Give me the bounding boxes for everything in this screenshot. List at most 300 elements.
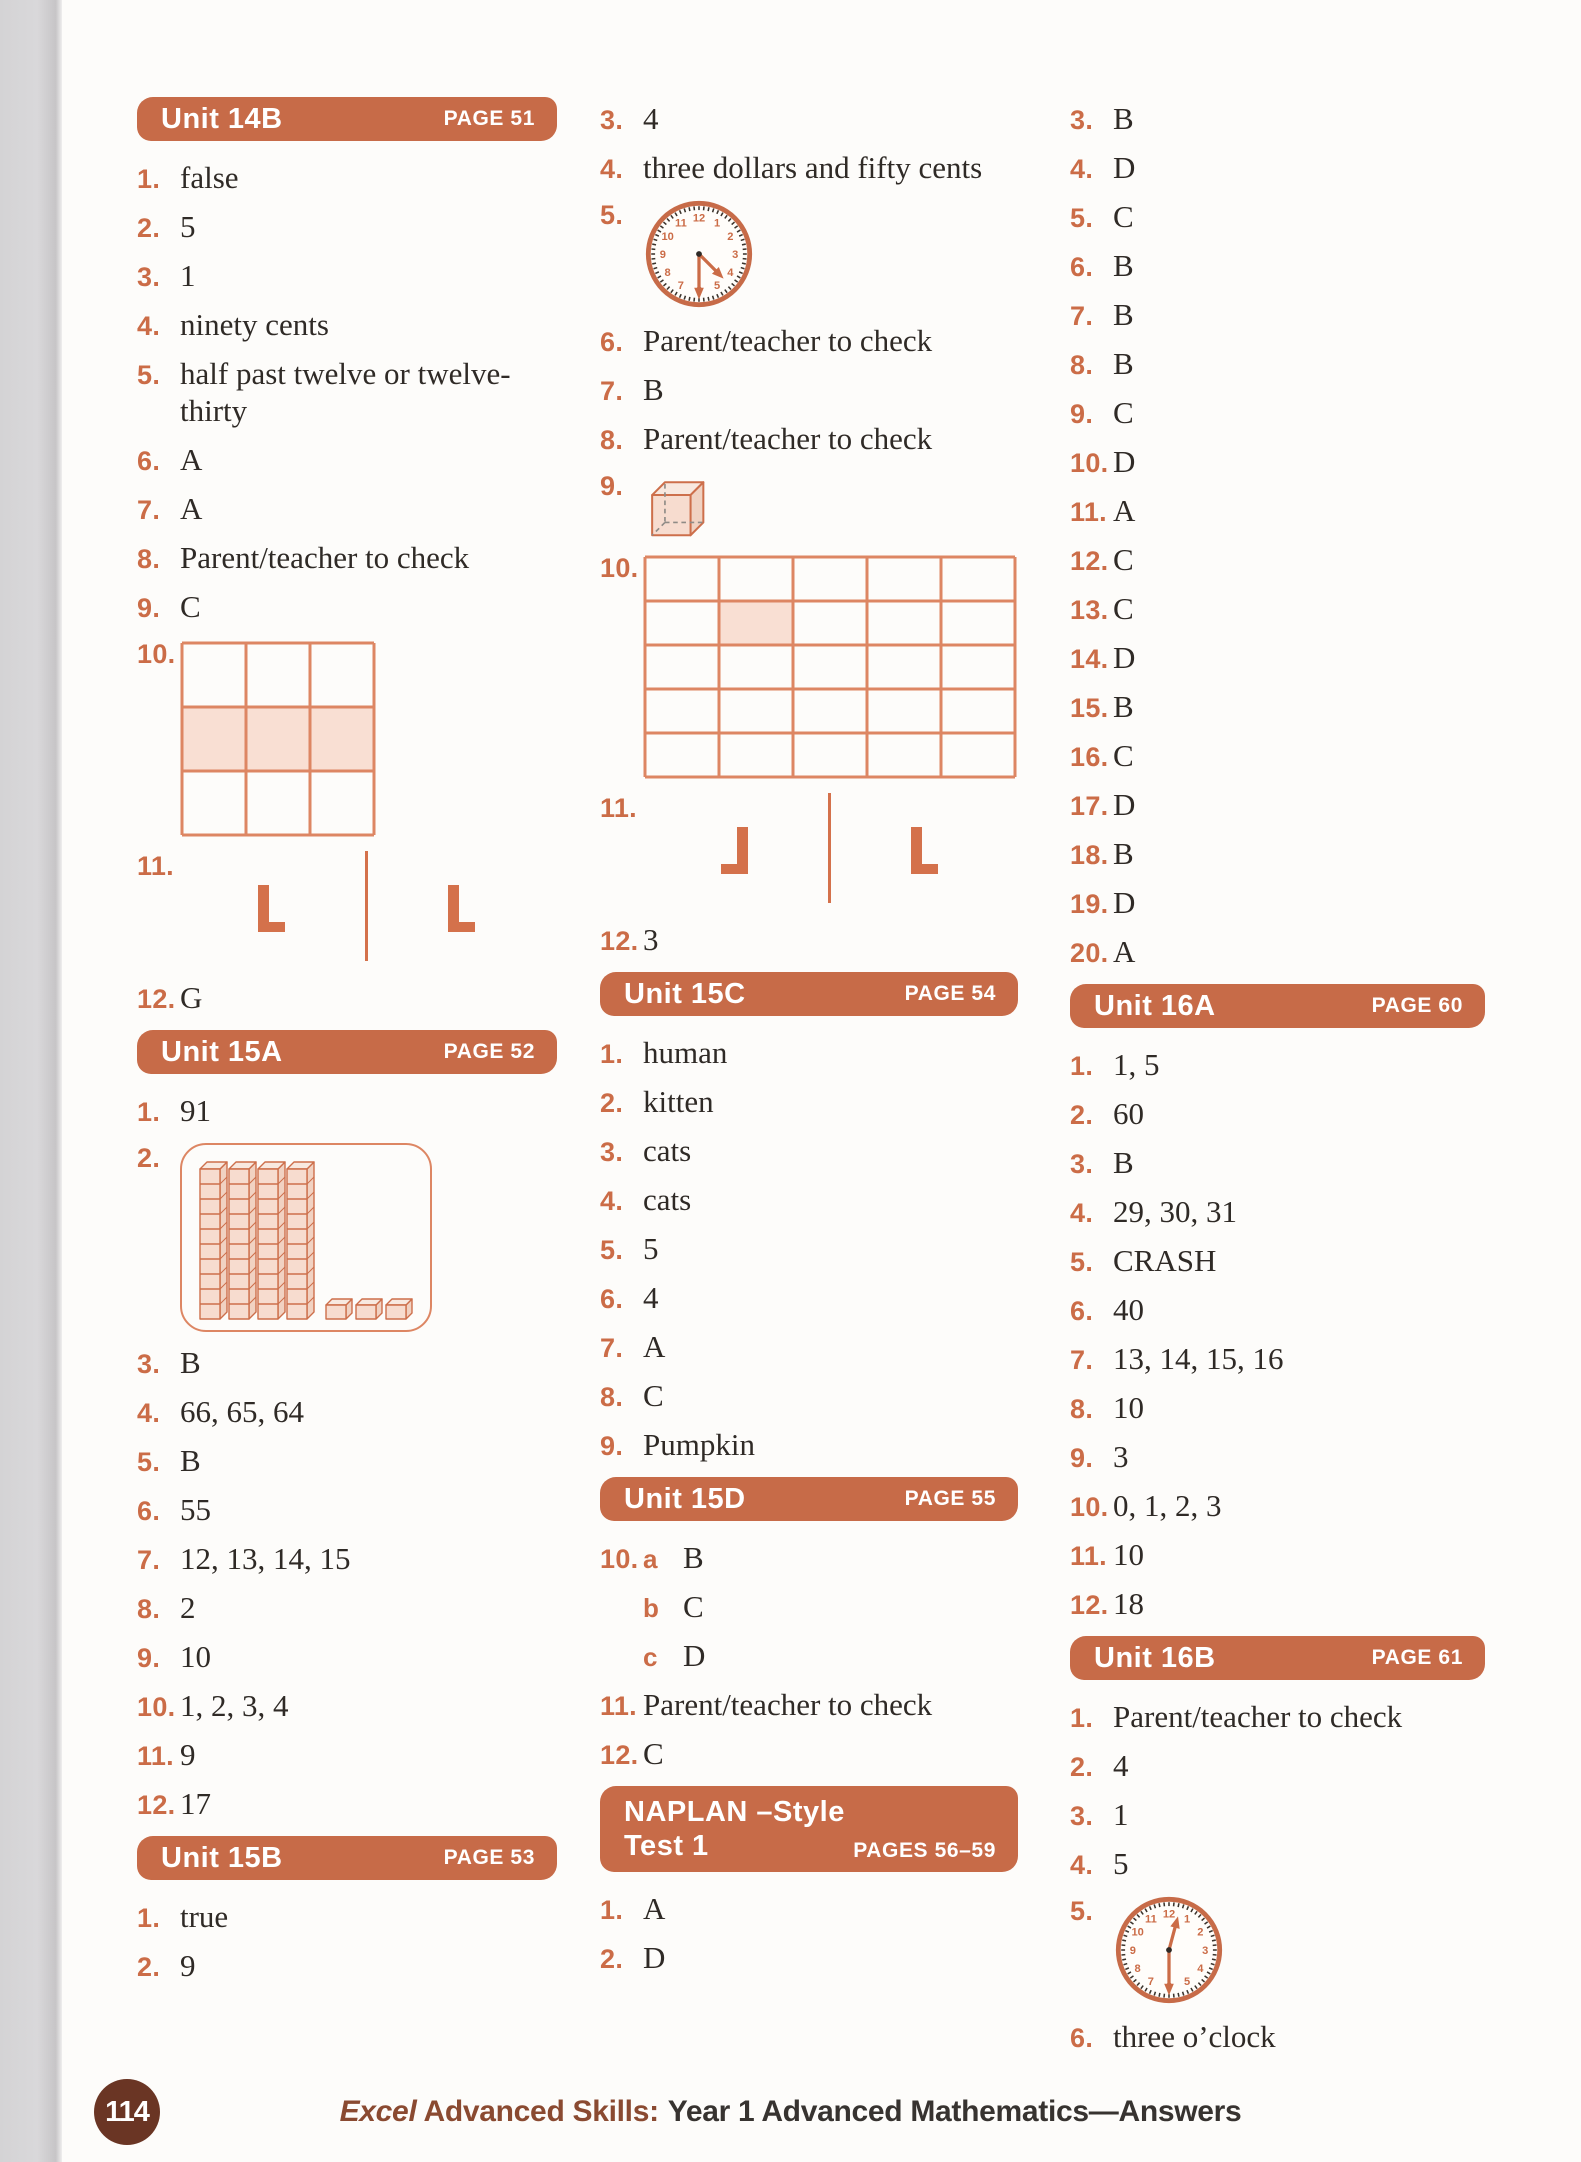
unit-header [137,1030,557,1074]
answer-item [600,1735,1018,1772]
item-number: 9. [600,1431,624,1461]
unit-header [1070,984,1485,1028]
item-number: 1. [600,1039,624,1069]
answer-text: C [643,1378,664,1413]
item-number: 12. [1070,1590,1109,1620]
unit-header-title [624,1482,746,1516]
unit-header-title [161,102,283,136]
answer-item [1070,1193,1485,1230]
answer-text: 10 [1113,1537,1144,1572]
answer-item [1070,1796,1485,1833]
answer-text: G [180,980,203,1015]
answer-text: 18 [1113,1586,1144,1621]
item-number: 4. [600,154,624,184]
item-number: 4. [600,1186,624,1216]
answer-text: 0, 1, 2, 3 [1113,1488,1222,1523]
l-shape [911,827,938,879]
svg-text:10: 10 [661,230,674,243]
item-number: 10. [137,1692,176,1722]
item-number: 7. [600,376,624,406]
answer-item [600,198,1018,310]
unit-title-line: NAPLAN –Style [624,1796,845,1828]
l-shape [448,885,475,932]
answer-text: half past twelve or twelve-thirty [180,356,511,428]
svg-text:9: 9 [659,248,666,261]
answer-item [1070,835,1485,872]
item-number: 6. [1070,2023,1094,2053]
item-number: 20. [1070,938,1109,968]
item-number: 14. [1070,644,1109,674]
answer-text: Parent/teacher to check [1113,1699,1403,1734]
answer-item [1070,1894,1485,2006]
answer-item [1070,590,1485,627]
answer-text: C [643,1736,664,1771]
item-number: 15. [1070,693,1109,723]
item-number: 9. [137,1643,161,1673]
svg-text:4: 4 [1197,1962,1204,1975]
answer-text: 1, 2, 3, 4 [180,1688,289,1723]
item-number: 1. [137,164,161,194]
item-number: 8. [600,425,624,455]
answer-text: A [1113,934,1136,969]
answer-item [600,420,1018,457]
item-number: 3. [137,1349,161,1379]
answer-text: cats [643,1182,692,1217]
answer-text: 3 [643,922,659,957]
svg-text:5: 5 [714,280,721,293]
answer-item [600,1588,1018,1625]
answer-text: cats [643,1133,692,1168]
answer-item [1070,737,1485,774]
answer-text: CRASH [1113,1243,1217,1278]
column-separator-dotted [1056,86,1059,2008]
answer-text: B [1113,297,1134,332]
item-number: 1. [1070,1703,1094,1733]
item-number: 1. [1070,1051,1094,1081]
item-number: 6. [1070,1296,1094,1326]
answer-text: human [643,1035,728,1070]
answer-item [600,100,1018,137]
cube-figure [643,473,707,539]
item-number: 11. [600,793,637,823]
answer-text: 40 [1113,1292,1144,1327]
answer-text: 2 [180,1590,196,1625]
answer-item [1070,884,1485,921]
svg-text:11: 11 [1145,1913,1157,1926]
item-number: 7. [1070,301,1094,331]
answer-item [137,979,557,1016]
analog-clock-figure [643,198,755,310]
answer-item [1070,296,1485,333]
page-edge-shadow [0,0,62,2162]
answer-item [1070,688,1485,725]
unit-title-line: Unit 15B [161,1842,283,1874]
answer-text: three dollars and fifty cents [643,150,983,185]
answer-item [137,588,557,625]
item-number: 4. [1070,1850,1094,1880]
answer-text: 5 [1113,1846,1129,1881]
answer-text: 17 [180,1786,211,1821]
answer-text: 5 [643,1231,659,1266]
answer-text: Parent/teacher to check [643,421,933,456]
answers-column-3 [1070,100,1485,2067]
answer-text: three o’clock [1113,2019,1276,2054]
item-number: 7. [600,1333,624,1363]
item-number: 1. [137,1097,161,1127]
mirror-line [365,851,368,961]
answer-item [600,1181,1018,1218]
answer-item [1070,1747,1485,1784]
unit-header-title [1094,989,1216,1023]
item-number: 9. [1070,399,1094,429]
unit-page-label: PAGE 52 [443,1040,535,1063]
answer-text: C [1113,395,1134,430]
answer-text: 1, 5 [1113,1047,1160,1082]
svg-text:11: 11 [675,217,687,230]
item-number: 6. [137,1496,161,1526]
answer-item [600,1686,1018,1723]
answer-item [1070,247,1485,284]
unit-page-label: PAGES 56–59 [853,1839,996,1862]
svg-text:1: 1 [1184,1913,1191,1926]
unit-title-line: Unit 15D [624,1483,746,1515]
footer-series: Advanced Skills: [423,2095,659,2128]
svg-text:1: 1 [714,217,721,230]
item-number: 11. [600,1691,637,1721]
svg-text:7: 7 [1147,1976,1154,1989]
unit-title-line: Unit 16B [1094,1642,1216,1674]
l-shape [448,885,475,937]
base-ten-blocks-figure [180,1143,432,1332]
answers-column-1 [137,97,557,1996]
unit-page-label: PAGE 51 [443,107,535,130]
answer-item [1070,1046,1485,1083]
answer-item [137,1092,557,1129]
answer-text: 10 [180,1639,211,1674]
answer-item [600,469,1018,539]
footer-brand: Excel [339,2095,417,2128]
answer-text: B [180,1443,201,1478]
answer-item [1070,492,1485,529]
item-number: 3. [137,262,161,292]
answer-text: 91 [180,1093,211,1128]
item-number: 10. [1070,1492,1109,1522]
item-number: 1. [137,1903,161,1933]
item-number: 2. [137,1143,161,1173]
answer-text: 3 [1113,1439,1129,1474]
item-number: 10. [1070,448,1109,478]
answer-text: false [180,160,239,195]
item-number: 4. [137,311,161,341]
unit-page-label: PAGE 53 [443,1846,535,1869]
svg-text:3: 3 [1202,1944,1209,1957]
answer-item [137,1785,557,1822]
unit-page-label: PAGE 61 [1371,1646,1463,1669]
item-number: 12. [137,1790,176,1820]
answer-text: C [683,1589,704,1624]
item-number: 6. [1070,252,1094,282]
answer-item [600,791,1018,909]
answer-item [137,849,557,967]
item-number: 8. [1070,350,1094,380]
item-number: 2. [137,1952,161,1982]
item-number: 3. [1070,1801,1094,1831]
answer-text: 10 [1113,1390,1144,1425]
item-number: 11. [137,1741,174,1771]
item-number: 9. [137,593,161,623]
footer-title [0,2095,1581,2129]
item-number: 1. [600,1895,624,1925]
answer-item [1070,1389,1485,1426]
item-number: 2. [137,213,161,243]
item-number: 2. [1070,1100,1094,1130]
answer-item [1070,786,1485,823]
unit-page-label: PAGE 60 [1371,994,1463,1017]
item-number: 10. [137,639,176,669]
answer-item [1070,541,1485,578]
unit-title-line: Test 1 [624,1830,709,1862]
item-number: 2. [600,1088,624,1118]
answer-text: 4 [643,1280,659,1315]
answer-text: D [643,1940,666,1975]
answer-text: A [643,1891,666,1926]
answer-text: Parent/teacher to check [643,323,933,358]
answer-text: 1 [180,258,196,293]
item-number: 10. [600,1544,639,1574]
page-number: 114 [105,2095,149,2128]
answer-text: ninety cents [180,307,329,342]
item-number: 6. [137,446,161,476]
footer-book-title: Year 1 Advanced Mathematics—Answers [667,2095,1242,2128]
answer-text: D [1113,150,1136,185]
answer-text: 4 [643,101,659,136]
item-number: 4. [1070,1198,1094,1228]
answer-text: C [1113,542,1134,577]
item-number: 2. [600,1944,624,1974]
item-number: 11. [1070,497,1107,527]
answer-item [1070,198,1485,235]
svg-text:12: 12 [692,212,706,225]
l-shape-mirrored [721,827,748,874]
item-number: 5. [1070,1247,1094,1277]
answer-text: A [643,1329,666,1364]
column-separator-dotted [588,86,591,2008]
answer-text: B [1113,689,1134,724]
answer-item [1070,443,1485,480]
answer-text: D [1113,885,1136,920]
unit-header [600,1477,1018,1521]
answer-item [1070,1845,1485,1882]
answer-item [1070,1095,1485,1132]
svg-text:9: 9 [1129,1944,1136,1957]
item-number: 8. [1070,1394,1094,1424]
l-shape [911,827,938,874]
answer-item [137,1687,557,1724]
svg-text:12: 12 [1162,1908,1176,1921]
answer-item [1070,1698,1485,1735]
svg-text:5: 5 [1184,1976,1191,1989]
answer-item [600,371,1018,408]
answer-item [137,1947,557,1984]
answer-item [600,1230,1018,1267]
answer-text: Parent/teacher to check [180,540,470,575]
item-number: 3. [600,1137,624,1167]
mirrored-l-shape [721,827,748,879]
item-subletter: b [643,1593,659,1623]
answer-text: Parent/teacher to check [643,1687,933,1722]
answer-text: true [180,1899,229,1934]
answer-text: 66, 65, 64 [180,1394,304,1429]
answer-item [137,637,557,837]
answer-item [137,1898,557,1935]
answer-text: A [1113,493,1136,528]
answer-text: C [1113,738,1134,773]
item-number: 4. [1070,154,1094,184]
answer-text: 60 [1113,1096,1144,1131]
item-number: 3. [1070,105,1094,135]
answer-item [1070,1438,1485,1475]
answer-item [137,1540,557,1577]
answer-text: 12, 13, 14, 15 [180,1541,351,1576]
answer-text: D [1113,640,1136,675]
answer-item [600,1279,1018,1316]
answer-text: 1 [1113,1797,1129,1832]
answer-item [137,1393,557,1430]
answer-text: 55 [180,1492,211,1527]
answer-item [600,149,1018,186]
unit-page-label: PAGE 55 [904,1487,996,1510]
item-number: 5. [1070,1896,1094,1926]
answers-column-2 [600,100,1018,1988]
item-number: 10. [600,553,639,583]
answer-item [137,441,557,478]
answer-item [137,1344,557,1381]
answer-text: 4 [1113,1748,1129,1783]
answer-item [1070,1585,1485,1622]
item-number: 3. [1070,1149,1094,1179]
reflection-figure [180,849,557,967]
l-shape [258,885,285,937]
base-ten-blocks-drawing [194,1153,424,1321]
answer-item [1070,639,1485,676]
shaded-grid-figure [180,641,376,837]
item-number: 9. [600,471,624,501]
unit-page-label: PAGE 54 [904,982,996,1005]
answer-item [137,306,557,343]
item-subletter: c [643,1642,658,1672]
answer-text: 13, 14, 15, 16 [1113,1341,1284,1376]
item-number: 2. [1070,1752,1094,1782]
answer-text: A [180,442,203,477]
item-number: 7. [137,495,161,525]
answer-item [600,1890,1018,1927]
item-number: 18. [1070,840,1109,870]
item-number: 5. [600,200,624,230]
svg-text:8: 8 [1134,1962,1141,1975]
answer-item [600,1637,1018,1674]
answer-item [600,1328,1018,1365]
answer-text: D [1113,787,1136,822]
unit-title-line: Unit 15A [161,1036,283,1068]
item-number: 5. [1070,203,1094,233]
mirror-line [828,793,831,903]
unit-title-line: Unit 14B [161,103,283,135]
answer-text: 29, 30, 31 [1113,1194,1237,1229]
shaded-grid-figure [643,555,1017,779]
unit-title-line: Unit 15C [624,978,746,1010]
answer-item [137,490,557,527]
svg-text:7: 7 [677,280,684,293]
answer-item [600,1426,1018,1463]
answer-text: D [683,1638,706,1673]
answer-text: B [683,1540,704,1575]
answer-item [1070,1291,1485,1328]
item-number: 11. [137,851,174,881]
svg-text:2: 2 [727,230,734,243]
item-number: 17. [1070,791,1109,821]
answer-text: A [180,491,203,526]
answer-item [137,1491,557,1528]
unit-header [137,1836,557,1880]
answer-text: B [1113,101,1134,136]
answer-text: C [1113,591,1134,626]
answer-text: D [1113,444,1136,479]
item-number: 9. [1070,1443,1094,1473]
item-subletter: a [643,1544,658,1574]
item-number: 11. [1070,1541,1107,1571]
answer-item [1070,1487,1485,1524]
answer-item [1070,1536,1485,1573]
item-number: 6. [600,327,624,357]
answer-item [1070,149,1485,186]
item-number: 13. [1070,595,1109,625]
item-number: 4. [137,1398,161,1428]
answer-text: 5 [180,209,196,244]
answer-item [1070,1340,1485,1377]
answer-item [137,355,557,429]
answer-item [1070,345,1485,382]
answer-item [137,1736,557,1773]
item-number: 5. [137,1447,161,1477]
item-number: 6. [600,1284,624,1314]
answer-text: Pumpkin [643,1427,755,1462]
answer-item [1070,2018,1485,2055]
answer-item [600,1539,1018,1576]
answer-text: B [180,1345,201,1380]
item-number: 5. [137,360,161,390]
item-number: 16. [1070,742,1109,772]
answer-text: C [1113,199,1134,234]
unit-header-title [161,1035,283,1069]
answer-item [137,1141,557,1332]
answer-item [1070,1144,1485,1181]
item-number: 7. [1070,1345,1094,1375]
unit-header-title [1094,1641,1216,1675]
answer-text: B [1113,248,1134,283]
answer-item [600,1939,1018,1976]
answer-item [600,1132,1018,1169]
item-number: 3. [600,105,624,135]
item-number: 12. [600,926,639,956]
answer-item [137,1638,557,1675]
answer-item [600,921,1018,958]
answer-item [1070,100,1485,137]
answer-item [137,257,557,294]
answer-text: B [1113,836,1134,871]
unit-header [600,1786,1018,1872]
answer-item [600,322,1018,359]
answer-item [137,208,557,245]
